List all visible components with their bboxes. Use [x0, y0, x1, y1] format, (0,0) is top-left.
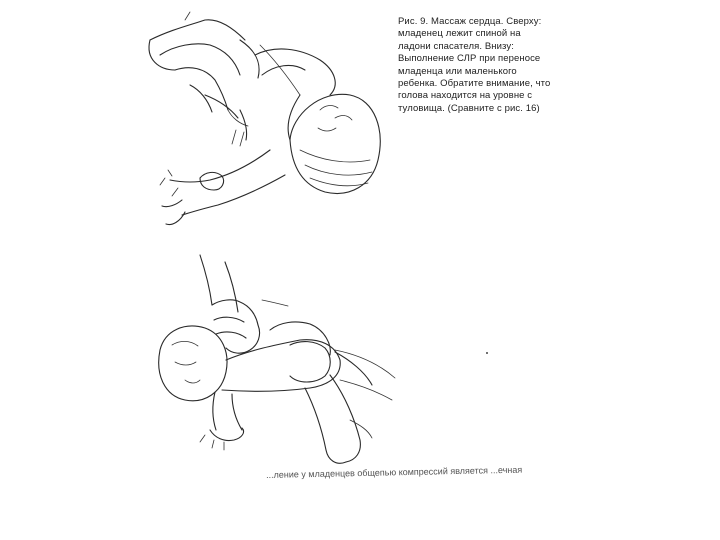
caption-line: туловища. (Сравните с рис. 16): [398, 102, 540, 114]
caption-line: младенца или маленького: [398, 65, 517, 77]
caption-line: младенец лежит спиной на: [398, 28, 521, 40]
caption-line: ладони спасателя. Внизу:: [398, 40, 514, 52]
caption-line: Выполнение СЛР при переносе: [398, 53, 541, 65]
footer-text: ...ление у младенцев общепью компрессий является ...ечная: [266, 464, 523, 480]
scan-speck: [486, 352, 488, 354]
figure-caption: [398, 16, 570, 115]
caption-line: голова находится на уровне с: [398, 90, 533, 102]
infant-bottom: [159, 322, 395, 463]
caption-line: ребенка. Обратите внимание, что: [398, 78, 551, 90]
caption-line: Рис. 9. Массаж сердца. Сверху:: [398, 16, 542, 27]
rescuer-hand-bottom: [200, 255, 288, 353]
